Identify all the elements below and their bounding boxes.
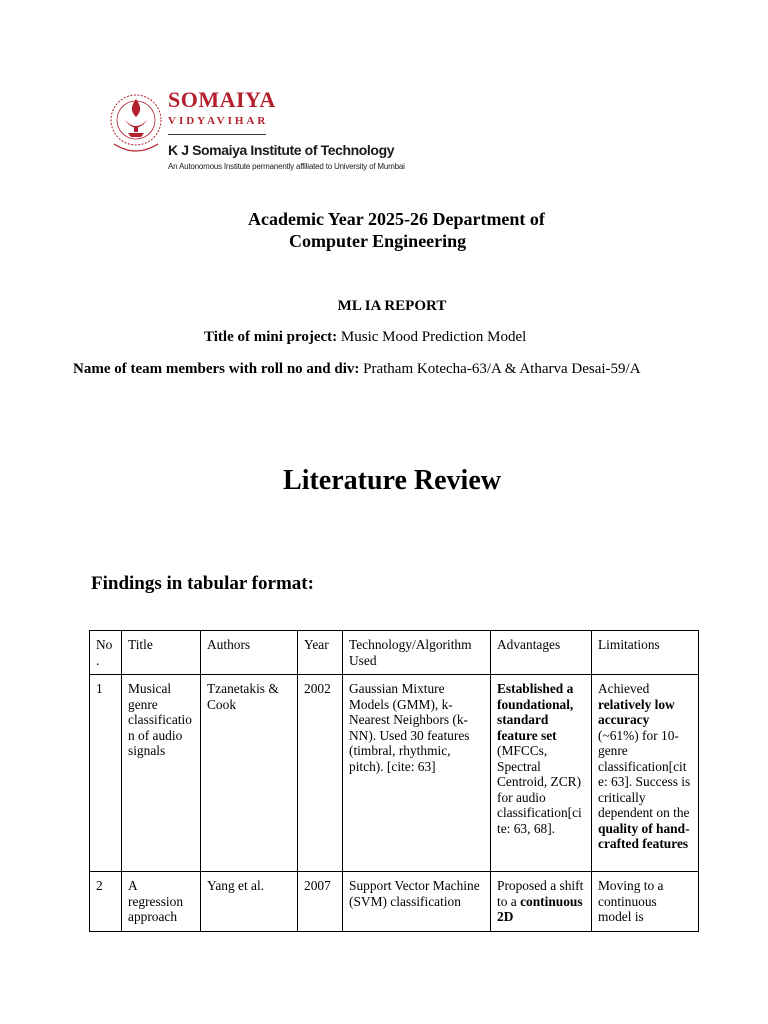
cell-title: A regression approach — [122, 872, 201, 932]
literature-review-heading: Literature Review — [283, 465, 501, 496]
academic-year-heading: Academic Year 2025-26 Department of — [248, 209, 545, 229]
limitations-emphasis-1: relatively low accuracy — [598, 696, 675, 727]
cell-advantages — [491, 872, 592, 932]
limitations-text-mid: (~61%) for 10-genre classification[cite: 63]. Success is critically dependent on the — [598, 727, 691, 820]
cell-title: Musical genre classification of audio signals — [122, 675, 201, 872]
cell-authors: Tzanetakis & Cook — [201, 675, 298, 872]
team-members-line — [73, 361, 641, 378]
column-header-advantages: Advantages — [491, 631, 592, 675]
department-heading: Computer Engineering — [289, 231, 467, 251]
cell-year: 2007 — [298, 872, 343, 932]
report-title: ML IA REPORT — [337, 298, 447, 314]
advantages-emphasis: continuous 2D — [497, 893, 583, 924]
cell-no: 1 — [90, 675, 122, 872]
cell-year: 2002 — [298, 675, 343, 872]
table-row — [90, 675, 699, 872]
column-header-title: Title — [122, 631, 201, 675]
cell-technology: Gaussian Mixture Models (GMM), k-Nearest Neighbors (k-NN). Used 30 features (timbral, rhythmic, pitch). [cite: 63] — [343, 675, 491, 872]
column-header-no: No. — [90, 631, 122, 675]
column-header-limitations: Limitations — [592, 631, 699, 675]
findings-heading: Findings in tabular format: — [91, 573, 314, 594]
cell-advantages — [491, 675, 592, 872]
cell-authors: Yang et al. — [201, 872, 298, 932]
logo-tagline: An Autonomous Institute permanently affiliated to University of Mumbai — [168, 162, 405, 171]
cell-technology: Support Vector Machine (SVM) classification — [343, 872, 491, 932]
column-header-year: Year — [298, 631, 343, 675]
team-members-value: Pratham Kotecha-63/A & Atharva Desai-59/A — [363, 361, 641, 377]
advantages-text: (MFCCs, Spectral Centroid, ZCR) for audio classification[cite: 63, 68]. — [497, 743, 582, 836]
project-title-value: Music Mood Prediction Model — [340, 329, 527, 345]
cell-limitations: Moving to a continuous model is — [592, 872, 699, 932]
logo-divider — [168, 134, 266, 135]
logo-brand-text: SOMAIYA — [168, 87, 276, 112]
limitations-text-pre: Achieved — [598, 681, 650, 696]
institute-logo — [108, 86, 418, 178]
cell-limitations — [592, 675, 699, 872]
somaiya-emblem-icon — [108, 86, 164, 162]
cell-no: 2 — [90, 872, 122, 932]
column-header-technology: Technology/Algorithm Used — [343, 631, 491, 675]
literature-table — [89, 630, 699, 932]
logo-sub-brand-text: VIDYAVIHAR — [168, 115, 269, 127]
project-title-label: Title of mini project: — [204, 329, 338, 345]
table-header-row — [90, 631, 699, 675]
column-header-authors: Authors — [201, 631, 298, 675]
limitations-emphasis-2: quality of hand-crafted features — [598, 820, 690, 851]
table-row — [90, 872, 699, 932]
advantages-text: Proposed a shift to a — [497, 878, 584, 909]
logo-institute-name: K J Somaiya Institute of Technology — [168, 142, 395, 158]
team-members-label: Name of team members with roll no and div: — [73, 361, 360, 377]
advantages-emphasis: Established a foundational, standard feature set — [497, 681, 574, 743]
project-title-line — [204, 329, 526, 346]
